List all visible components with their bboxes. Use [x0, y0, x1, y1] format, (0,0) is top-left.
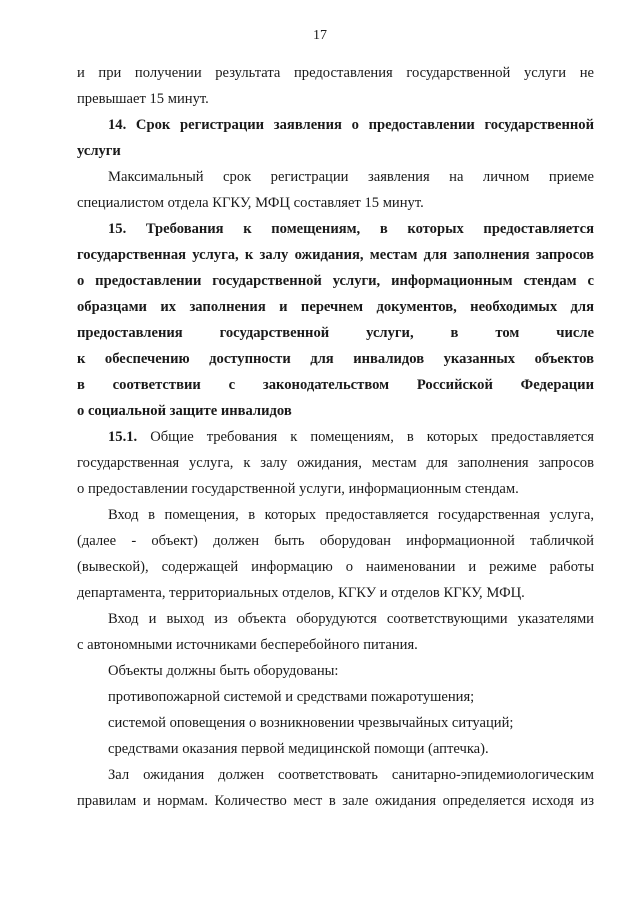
- text-line: 15. Требования к помещениям, в которых предоставляется: [108, 221, 594, 237]
- text-line: Зал ожидания должен соответствовать санитарно-эпидемиологическим: [108, 767, 594, 783]
- text-line: о предоставлении государственной услуги, информационным стендам с: [77, 273, 594, 289]
- section-number: 15.1.: [108, 429, 138, 445]
- text-line: специалистом отдела КГКУ, МФЦ составляет 15 минут.: [77, 195, 424, 211]
- text-line: о предоставлении государственной услуги, информационным стендам.: [77, 481, 519, 497]
- text-line: с автономными источниками бесперебойного питания.: [77, 637, 418, 653]
- text-line: государственная услуга, к залу ожидания, местам для заполнения запросов: [77, 247, 594, 263]
- text-line: Максимальный срок регистрации заявления на личном приеме: [108, 169, 594, 185]
- text-line: услуги: [77, 143, 121, 159]
- text-line: Вход и выход из объекта оборудуются соответствующими указателями: [108, 611, 594, 627]
- text-line: и при получении результата предоставления государственной услуги не: [77, 65, 594, 81]
- text-line: в соответствии с законодательством Российской Федерации: [77, 377, 594, 393]
- text-line: системой оповещения о возникновении чрезвычайных ситуаций;: [108, 715, 514, 731]
- text-line: (вывеской), содержащей информацию о наименовании и режиме работы: [77, 559, 594, 575]
- text-line: Объекты должны быть оборудованы:: [108, 663, 339, 679]
- text-line: противопожарной системой и средствами пожаротушения;: [108, 689, 475, 705]
- text-line: департамента, территориальных отделов, КГКУ и отделов КГКУ, МФЦ.: [77, 585, 525, 601]
- text-line: о социальной защите инвалидов: [77, 403, 292, 419]
- text-line: (далее - объект) должен быть оборудован информационной табличкой: [77, 533, 594, 549]
- text-line: Вход в помещения, в которых предоставляется государственная услуга,: [108, 507, 594, 523]
- text-line: образцами их заполнения и перечнем документов, необходимых для: [77, 299, 594, 315]
- document-body: [77, 60, 594, 814]
- text-line: 15.1. Общие требования к помещениям, в которых предоставляется: [108, 429, 594, 445]
- text-line: 14. Срок регистрации заявления о предоставлении государственной: [108, 117, 594, 133]
- text-line: средствами оказания первой медицинской помощи (аптечка).: [108, 741, 489, 757]
- page-number: 17: [313, 28, 327, 43]
- text-line: к обеспечению доступности для инвалидов указанных объектов: [77, 351, 594, 367]
- text-line: предоставления государственной услуги, в том числе: [77, 325, 594, 341]
- text-line: превышает 15 минут.: [77, 91, 209, 107]
- text-line: правилам и нормам. Количество мест в зале ожидания определяется исходя из: [77, 793, 594, 809]
- text-line: государственная услуга, к залу ожидания, местам для заполнения запросов: [77, 455, 594, 471]
